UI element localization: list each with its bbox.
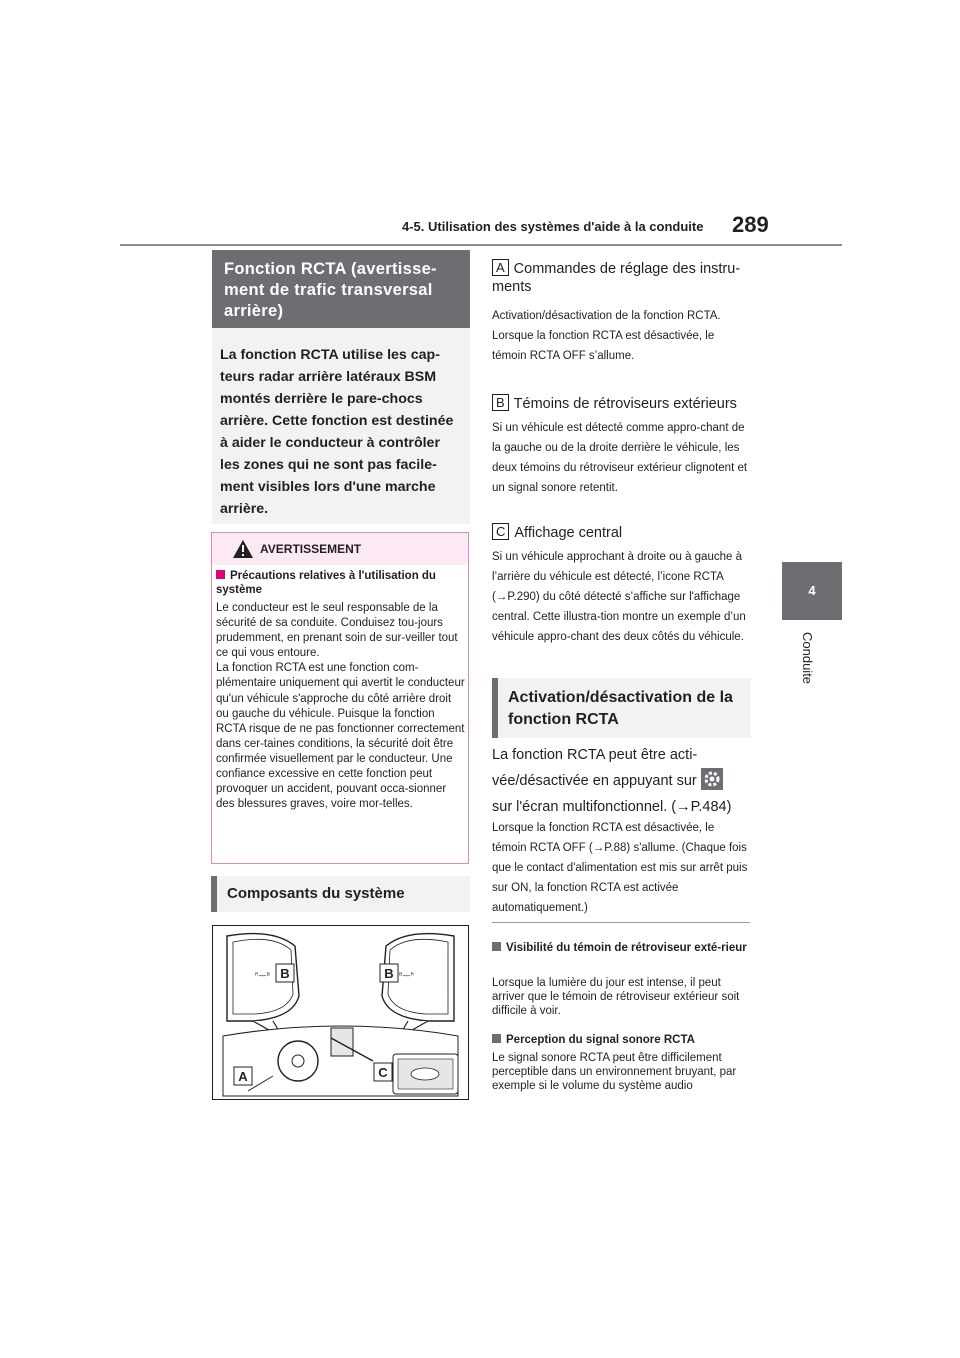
fig-label-a: A: [238, 1069, 248, 1084]
note-1-body: Lorsque la lumière du jour est intense, il peut arriver que le témoin de rétroviseur extérieur soit difficile à voir.: [492, 977, 740, 1017]
activation-heading: Activation/désactivation de la fonction RCTA: [492, 678, 751, 738]
svg-text:ᴿ—ᴮ: ᴿ—ᴮ: [255, 971, 270, 980]
warning-subtitle: Précautions relatives à l'utilisation du système: [216, 570, 436, 596]
components-heading: Composants du système: [211, 876, 470, 912]
chapter-tab-number: 4: [782, 562, 842, 620]
magenta-bullet-icon: [216, 570, 225, 579]
note-2-title: Perception du signal sonore RCTA: [492, 1033, 751, 1047]
item-b-text: Si un véhicule est détecté comme appro-chant de la gauche ou de la droite derrière le véhicule, les deux témoins du rétroviseur extérieur clignotent et un signal sonore retentit.: [492, 422, 748, 494]
fig-label-b-left: B: [280, 966, 290, 981]
warning-triangle-icon: [232, 539, 254, 559]
note-2-body: Le signal sonore RCTA peut être difficilement perceptible dans un environnement bruyant, par exemple si le volume du système audio: [492, 1052, 737, 1092]
activation-para1: La fonction RCTA peut être acti-vée/désactivée en appuyant sur sur l'écran multifonctionnel. (→P.484): [492, 747, 732, 815]
item-c-title: C Affichage central: [492, 523, 751, 542]
gray-bullet-icon: [492, 1034, 501, 1043]
item-c-text: Si un véhicule approchant à droite ou à gauche à l’arrière du véhicule est détecté, l’icone RCTA (→P.290) du côté détecté s’affiche sur l'affichage central. Cette illustra-tion montre un exemple d’un véhicule appro-chant des deux côtés du véhicule.: [492, 551, 746, 643]
activation-para2: Lorsque la fonction RCTA est désactivée, le témoin RCTA OFF (→P.88) s'allume. (Chaque fois que le contact d'alimentation est mis sur arrêt puis sur ON, la fonction RCTA est activée automatiquement.): [492, 822, 748, 914]
fig-label-b-right: B: [384, 966, 394, 981]
item-a-text: Activation/désactivation de la fonction RCTA. Lorsque la fonction RCTA est désactivée, le témoin RCTA OFF s’allume.: [492, 310, 721, 362]
notes-rule: [492, 922, 750, 923]
svg-text:ᴮ—ᴿ: ᴮ—ᴿ: [399, 971, 414, 980]
dashboard-mirrors-illustration: [213, 926, 468, 1099]
page-number: 289: [732, 212, 769, 237]
fig-label-c: C: [378, 1065, 388, 1080]
warning-title: AVERTISSEMENT: [260, 542, 362, 556]
gray-bullet-icon: [492, 942, 501, 951]
system-components-illustration: [212, 925, 469, 1100]
note-1-title: Visibilité du témoin de rétroviseur exté-rieur: [492, 941, 751, 955]
warning-header: [212, 533, 468, 565]
header-rule: [120, 244, 842, 246]
item-a-title: A Commandes de réglage des instru-ments: [492, 260, 741, 295]
rcta-section-heading: Fonction RCTA (avertisse-ment de trafic transversal arrière): [212, 250, 470, 328]
warning-body: Le conducteur est le seul responsable de la sécurité de sa conduite. Conduisez tou-jours prudemment, en prenant soin de sur-veiller tout ce qui vous entoure. La fonction RCTA est une fonction com-plémentaire uniquement qui avertit le conducteur qu'un véhicule s'approche du côté arrière droit ou gauche du véhicule. Puisque la fonction RCTA risque de ne pas fonctionner correctement dans cer-taines conditions, la sécurité doit être confirmée visuellement par le conducteur. Une confiance excessive en cette fonction peut provoquer un accident, pouvant occa-sionner des blessures graves, voire mor-telles.: [216, 602, 465, 811]
running-header: 4-5. Utilisation des systèmes d'aide à la conduite: [402, 219, 704, 234]
chapter-tab-label: Conduite: [800, 632, 815, 685]
rcta-intro: La fonction RCTA utilise les cap-teurs radar arrière latéraux BSM montés derrière le pare-chocs arrière. Cette fonction est destinée à aider le conducteur à contrôler les zones qui ne sont pas facile-ment visibles lors d'une marche arrière.: [212, 328, 470, 524]
warning-box: [211, 532, 469, 864]
settings-gear-icon: [701, 768, 723, 790]
item-b-title: B Témoins de rétroviseurs extérieurs: [492, 394, 751, 413]
